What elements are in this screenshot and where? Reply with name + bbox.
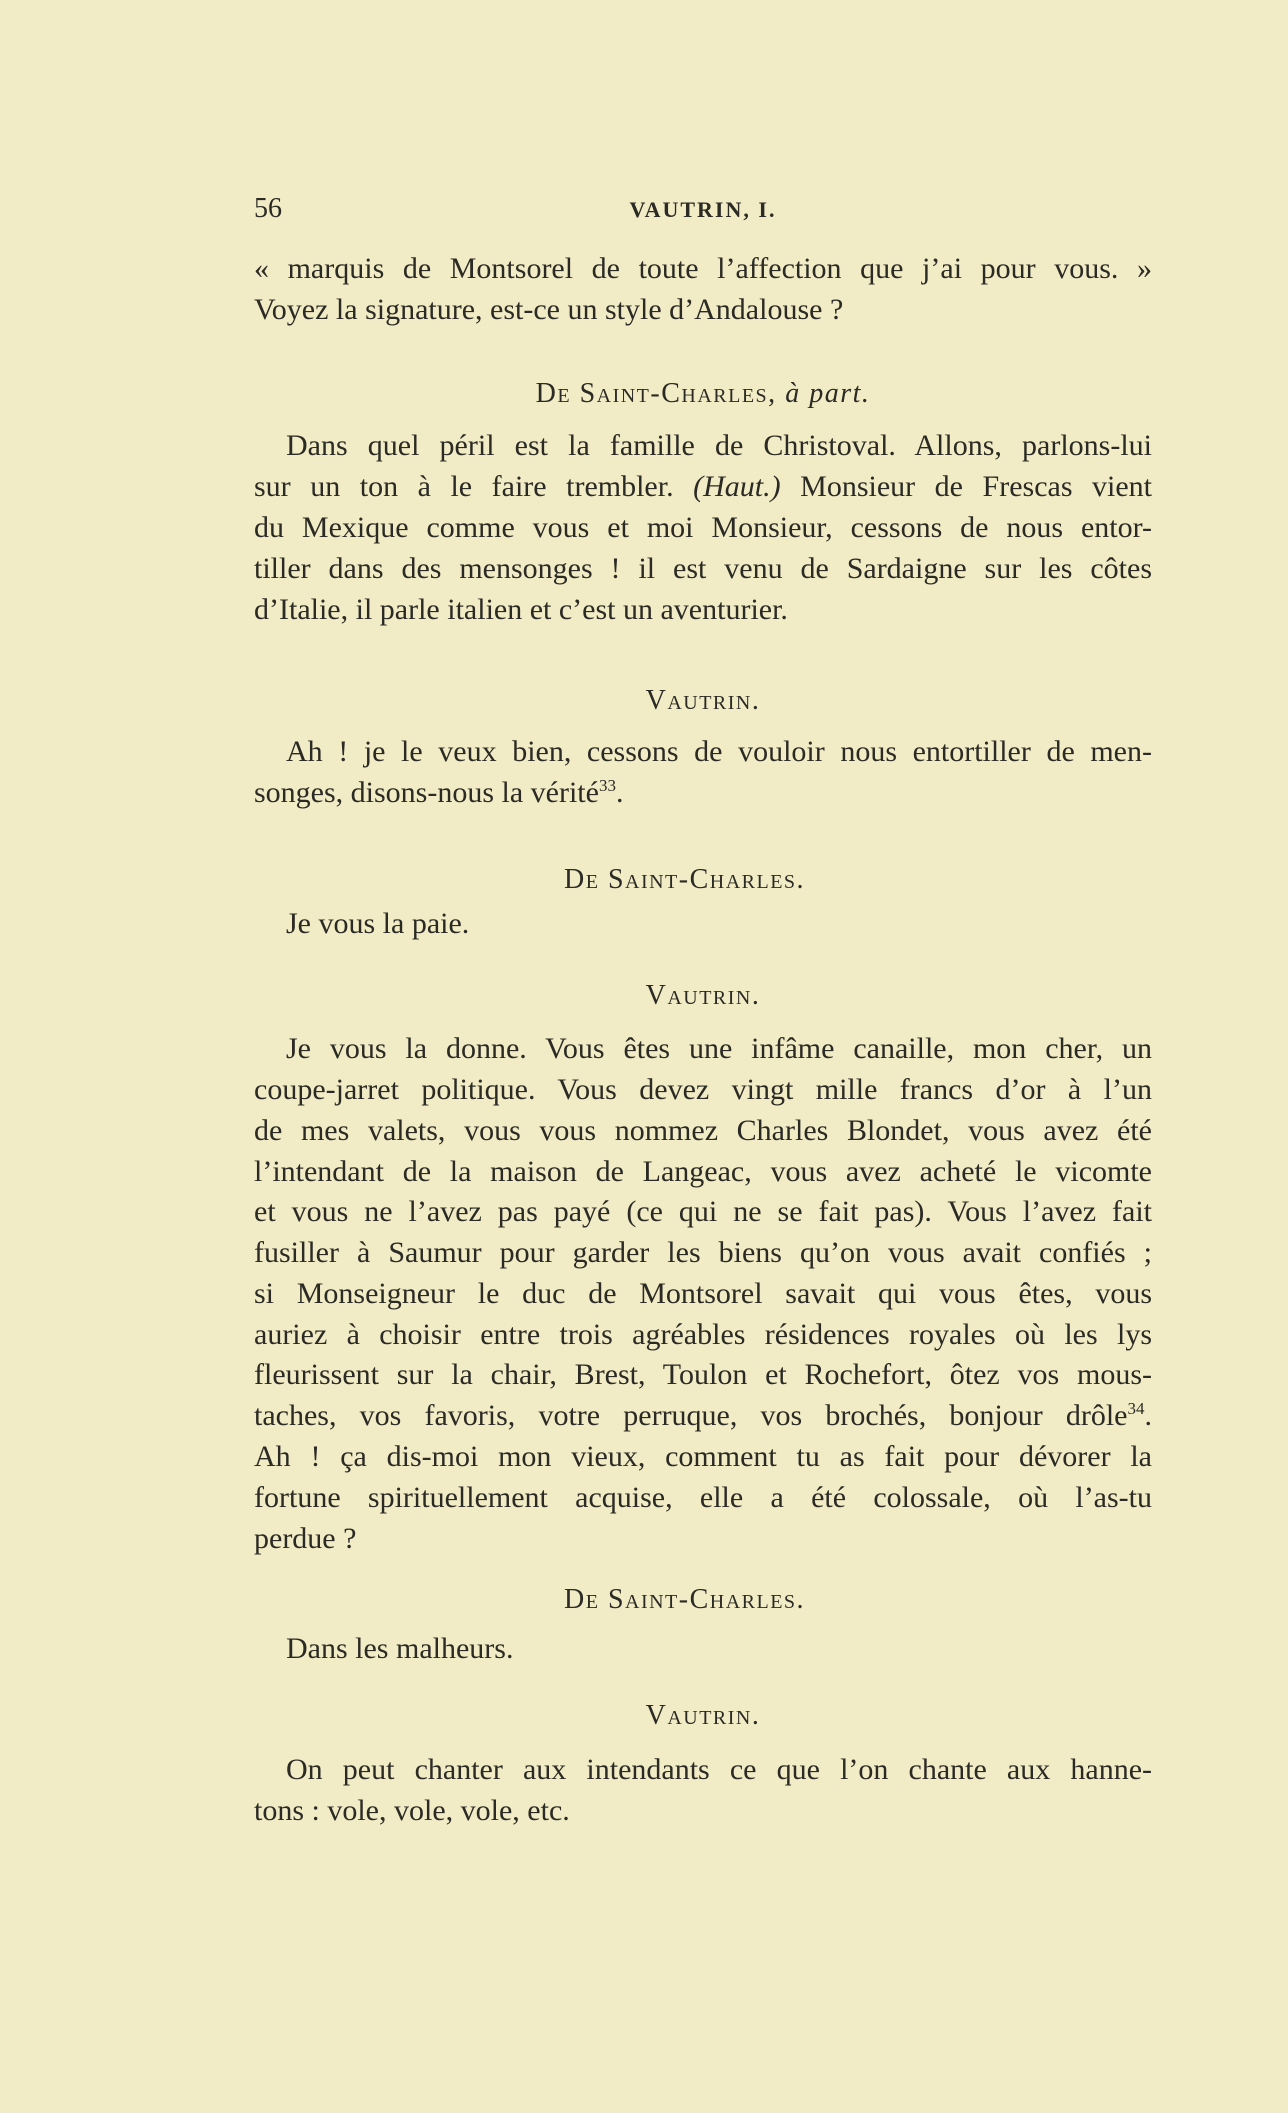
text-line: Je vous la donne. Vous êtes une infâme canaille, mon cher, un [286, 1032, 1152, 1065]
text-fragment: Monsieur de Frescas vient [800, 470, 1153, 503]
speaker-heading [254, 378, 1152, 410]
text-line: de mes valets, vous vous nommez Charles Blondet, vous avez été [254, 1114, 1152, 1147]
page-header [254, 193, 1152, 233]
footnote-ref: 33 [598, 776, 616, 795]
text-line: Dans quel péril est la famille de Christoval. Allons, parlons-lui [286, 429, 1152, 462]
stage-direction: à part. [785, 378, 871, 409]
speaker-heading: Vautrin. [645, 685, 761, 716]
speaker-heading: Vautrin. [645, 1700, 761, 1731]
text-fragment: . [1144, 1399, 1152, 1432]
speaker-heading: De Saint-Charles. [564, 1584, 806, 1615]
speaker-heading: Vautrin. [645, 980, 761, 1011]
running-title: VAUTRIN, I. [629, 197, 777, 222]
text-line: On peut chanter aux intendants ce que l’on chante aux hanne- [286, 1753, 1152, 1786]
text-line: et vous ne l’avez pas payé (ce qui ne se fait pas). Vous l’avez fait [254, 1195, 1152, 1228]
text-fragment: taches, vos favoris, votre perruque, vos brochés, bonjour drôle [254, 1399, 1128, 1432]
text-line: si Monseigneur le duc de Montsorel savait qui vous êtes, vous [254, 1277, 1152, 1310]
text-line: « marquis de Montsorel de toute l’affection que j’ai pour vous. » [254, 252, 1152, 285]
text-fragment: songes, disons-nous la vérité [254, 776, 599, 809]
stage-direction: (Haut.) [693, 470, 781, 503]
text-fragment: sur un ton à le faire trembler. [254, 470, 674, 503]
text-line: fortune spirituellement acquise, elle a été colossale, où l’as-tu [254, 1481, 1152, 1514]
text-line: fusiller à Saumur pour garder les biens qu’on vous avait confiés ; [254, 1236, 1152, 1269]
text-line: auriez à choisir entre trois agréables résidences royales où les lys [254, 1318, 1152, 1351]
text-line: Ah ! ça dis-moi mon vieux, comment tu as fait pour dévorer la [254, 1440, 1152, 1473]
text-line [254, 1397, 1152, 1435]
text-line: coupe-jarret politique. Vous devez vingt mille francs d’or à l’un [254, 1073, 1152, 1106]
footnote-ref: 34 [1127, 1399, 1145, 1418]
text-line: Je vous la paie. [286, 907, 470, 940]
text-line: d’Italie, il parle italien et c’est un aventurier. [254, 593, 788, 626]
text-line: Voyez la signature, est-ce un style d’Andalouse ? [254, 293, 844, 326]
text-line: fleurissent sur la chair, Brest, Toulon et Rochefort, ôtez vos mous- [254, 1358, 1152, 1391]
text-line: Dans les malheurs. [286, 1632, 514, 1665]
speaker-heading: De Saint-Charles. [564, 864, 806, 895]
text-line: tons : vole, vole, vole, etc. [254, 1794, 570, 1827]
text-line: du Mexique comme vous et moi Monsieur, cessons de nous entor- [254, 511, 1152, 544]
text-fragment: . [615, 776, 624, 809]
text-line [254, 468, 1152, 506]
text-line: perdue ? [254, 1522, 357, 1555]
text-line: tiller dans des mensonges ! il est venu de Sardaigne sur les côtes [254, 552, 1152, 585]
text-line: l’intendant de la maison de Langeac, vous avez acheté le vicomte [254, 1155, 1152, 1188]
text-line: Ah ! je le veux bien, cessons de vouloir nous entortiller de men- [286, 735, 1152, 768]
text-line [254, 774, 1152, 812]
page-number: 56 [254, 193, 282, 224]
speaker-name: De Saint-Charles, [535, 378, 777, 409]
